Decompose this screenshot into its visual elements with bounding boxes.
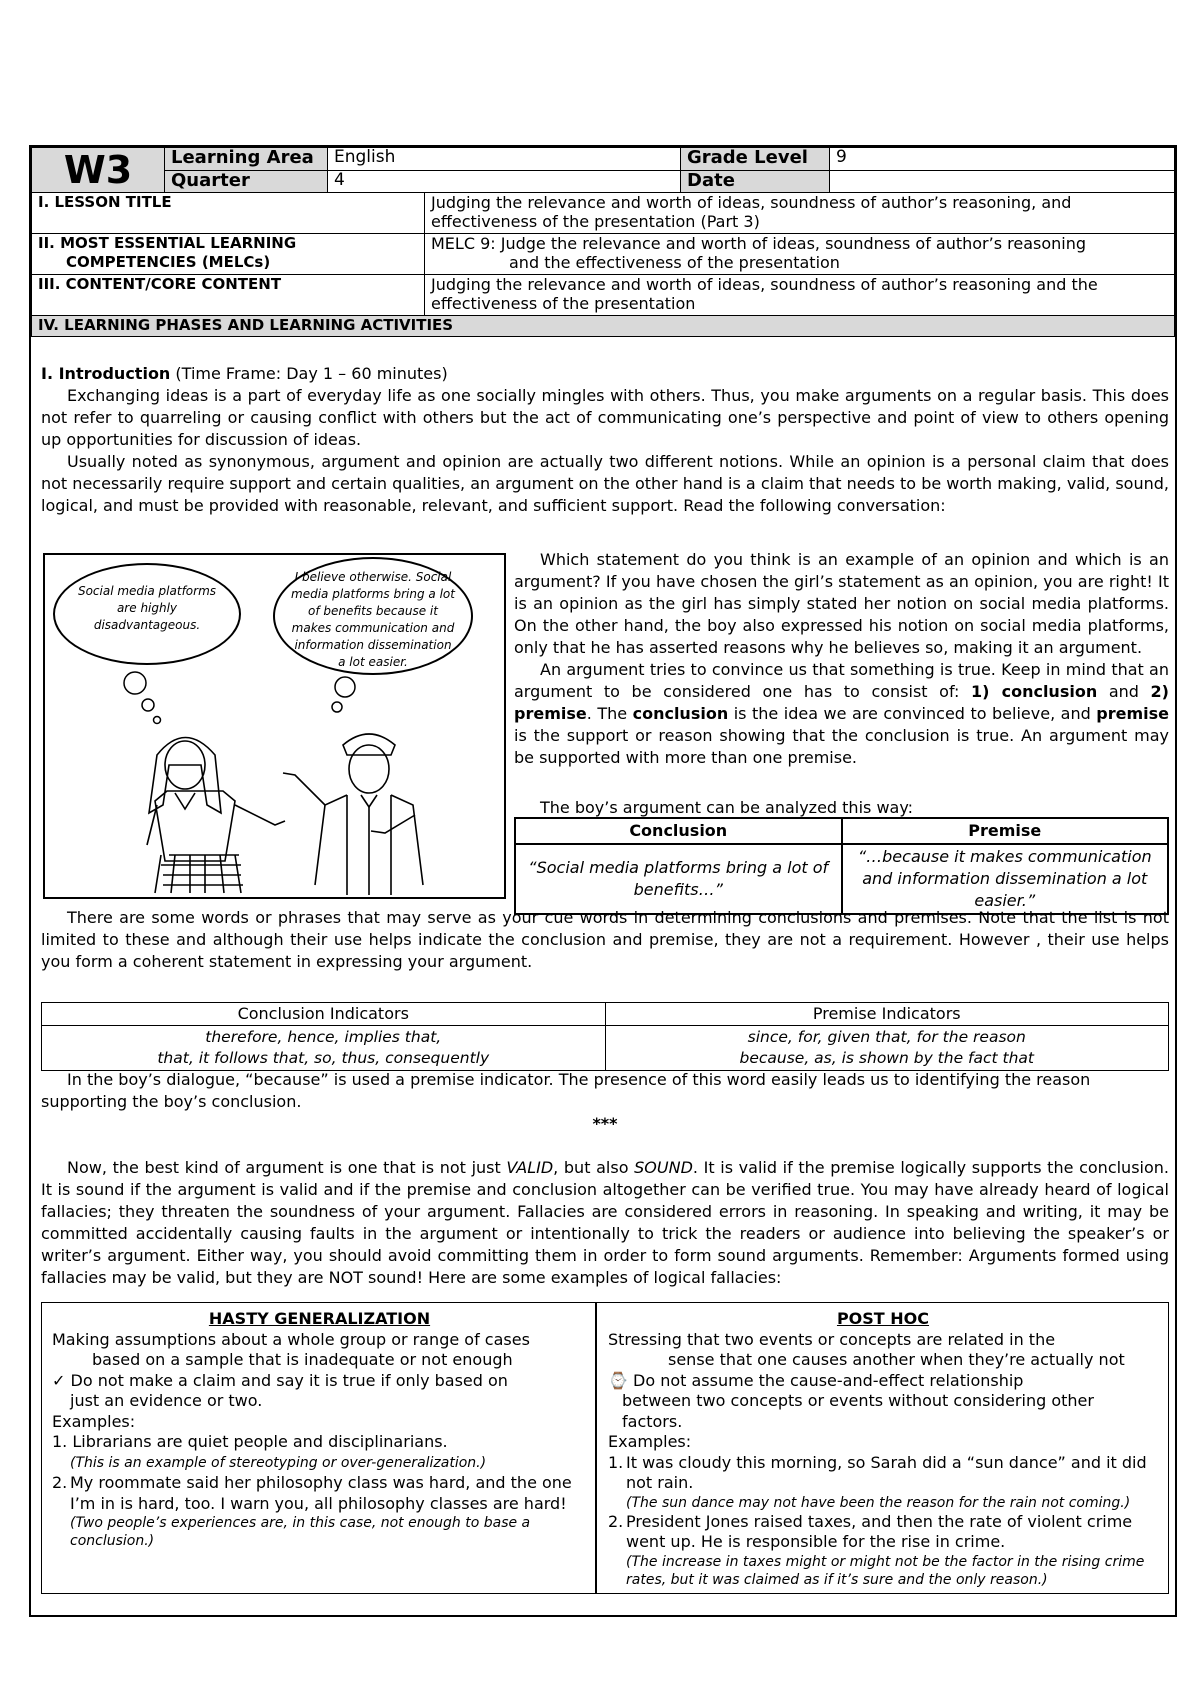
- conclusion-cell: “Social media platforms bring a lot of benefits…”: [515, 844, 842, 914]
- p2-premise-word: premise: [1096, 704, 1169, 723]
- hasty-definition-1: Making assumptions about a whole group or range of cases: [52, 1329, 530, 1349]
- post-hoc-tip-2: between two concepts or events without considering other factors.: [622, 1391, 1094, 1431]
- analysis-text: [514, 549, 1169, 769]
- cue-words-text: [41, 907, 1169, 973]
- melc-value: [425, 234, 1175, 275]
- cue-followup: [41, 1069, 1169, 1135]
- lesson-title-label: I. LESSON TITLE: [32, 193, 425, 234]
- intro-timeframe: (Time Frame: Day 1 – 60 minutes): [170, 364, 448, 383]
- post-hoc-examples-label: Examples:: [608, 1432, 692, 1451]
- valid-word: VALID: [506, 1158, 554, 1177]
- melc-label-line2: COMPETENCIES (MELCs): [66, 253, 271, 271]
- post-hoc-tip: [608, 1371, 1158, 1392]
- premise-indicators-line2: because, as, is shown by the fact that: [739, 1049, 1034, 1067]
- post-hoc-tip-1: Do not assume the cause-and-effect relationship: [633, 1370, 1024, 1390]
- conclusion-header: Conclusion: [515, 818, 842, 844]
- check-icon: ✓: [52, 1370, 66, 1390]
- premise-indicators-line1: since, for, given that, for the reason: [747, 1028, 1026, 1046]
- intro-paragraph-1: Exchanging ideas is a part of everyday life as one socially mingles with others. Thus, you make arguments on a regular basis. This does not refer to quarreling or causing conflict with others but the act of communicating one’s perspective and point of view to others opening up opportunities for discussion of ideas.: [41, 386, 1169, 449]
- melc-label-line1: II. MOST ESSENTIAL LEARNING: [38, 234, 297, 252]
- hasty-tip: [52, 1371, 587, 1392]
- p2-text-i: is the support or reason showing that the conclusion is true. An argument may be supported with more than one premise.: [514, 726, 1169, 767]
- fallacies-box: [41, 1302, 1169, 1594]
- post-hoc-title: POST HOC: [836, 1309, 930, 1328]
- premise-header: Premise: [842, 818, 1169, 844]
- learning-area-value: English: [328, 148, 681, 171]
- indicators-table: [41, 1002, 1169, 1071]
- cue-paragraph-3: supporting the boy’s conclusion.: [41, 1092, 302, 1111]
- date-label: Date: [681, 170, 830, 193]
- cue-paragraph-1: There are some words or phrases that may serve as your cue words in determining conclusions and premises. Note that the list is not limited to these and although their use helps indicate the conclusion and premise, they are not a requirement. However , their use helps you form a coherent statement in expressing your argument.: [41, 908, 1169, 971]
- post-hoc-definition-1: Stressing that two events or concepts are related in the: [608, 1329, 1056, 1349]
- boy-speech-bubble: I believe otherwise. Social media platforms bring a lot of benefits because it makes communication and information dissemination a lot easier.: [273, 557, 473, 675]
- intro-heading: I. Introduction: [41, 364, 171, 383]
- learning-area-label: Learning Area: [165, 148, 328, 171]
- conclusion-indicators-header: Conclusion Indicators: [42, 1003, 606, 1026]
- p2-conclusion-term: 1) conclusion: [971, 682, 1098, 701]
- girl-speech-bubble: Social media platforms are highly disadvantageous.: [53, 563, 241, 665]
- grade-level-value: 9: [830, 148, 1175, 171]
- content-value: Judging the relevance and worth of ideas, soundness of author’s reasoning and the effectiveness of the presentation: [425, 275, 1175, 316]
- p2-text-a: An argument tries to convince us that something is true. Keep in mind that an argument to be considered one has to consist of:: [514, 660, 1169, 701]
- melc-value-line2: and the effectiveness of the presentation: [509, 253, 840, 272]
- phases-label: IV. LEARNING PHASES AND LEARNING ACTIVITIES: [32, 316, 1175, 337]
- post-hoc-example-2-text: President Jones raised taxes, and then the rate of violent crime went up. He is responsible for the rise in crime.: [626, 1511, 1133, 1551]
- lesson-title-value: Judging the relevance and worth of ideas, soundness of author’s reasoning, and effectiveness of the presentation (Part 3): [425, 193, 1175, 234]
- analysis-paragraph-1: Which statement do you think is an example of an opinion and which is an argument? If you have chosen the girl’s statement as an opinion, you are right! It is an opinion as the girl has simply stated her notion on social media platforms. On the other hand, the boy also expressed his notion on social media platforms, only that he has asserted reasons why he believes so, making it an argument.: [514, 550, 1169, 657]
- students-illustration: [45, 555, 504, 895]
- fallacies-divider: [595, 1303, 597, 1593]
- melc-value-line1: MELC 9: Judge the relevance and worth of ideas, soundness of author’s reasoning: [431, 234, 1087, 253]
- p2-conclusion-word: conclusion: [632, 704, 729, 723]
- post-hoc-example-1-text: It was cloudy this morning, so Sarah did a “sun dance” and it did not rain.: [626, 1452, 1147, 1492]
- boy-figure: [283, 734, 423, 895]
- premise-indicators-header: Premise Indicators: [605, 1003, 1169, 1026]
- conclusion-indicators-line2: that, it follows that, so, thus, consequently: [157, 1049, 490, 1067]
- analysis-paragraph-3: The boy’s argument can be analyzed this way:: [540, 798, 914, 817]
- sections-table: [31, 192, 1175, 337]
- p2-text-e: . The: [586, 704, 633, 723]
- header-table: [31, 147, 1175, 193]
- sound-paragraph: [41, 1157, 1169, 1289]
- premise-cell: “…because it makes communication and information dissemination a lot easier.”: [842, 844, 1169, 914]
- intro-heading-line: [41, 363, 1169, 385]
- hasty-title: HASTY GENERALIZATION: [208, 1309, 431, 1328]
- section-separator: ***: [592, 1114, 618, 1133]
- grade-level-label: Grade Level: [681, 148, 830, 171]
- introduction: [41, 363, 1169, 517]
- sound-word: SOUND: [634, 1158, 693, 1177]
- clock-icon: ⌚: [608, 1370, 628, 1390]
- hasty-examples-label: Examples:: [52, 1411, 136, 1431]
- girl-figure: [147, 738, 285, 894]
- conclusion-indicators-line1: therefore, hence, implies that,: [205, 1028, 442, 1046]
- conversation-illustration: [43, 553, 506, 899]
- sound-text-b: , but also: [553, 1158, 635, 1177]
- hasty-example-1-note: (This is an example of stereotyping or over-generalization.): [70, 1454, 487, 1471]
- intro-paragraph-2: Usually noted as synonymous, argument and opinion are actually two different notions. While an opinion is a personal claim that does not necessarily require support and certain qualities, an argument on the other hand is a claim that needs to be worth making, valid, sound, logical, and must be provided with reasonable, relevant, and sufficient support. Read the following conversation:: [41, 452, 1169, 515]
- hasty-tip-2: just an evidence or two.: [70, 1391, 263, 1410]
- post-hoc-example-1: 1. It was cloudy this morning, so Sarah did a “sun dance” and it did not rain.: [608, 1453, 1158, 1494]
- sound-argument-text: [41, 1157, 1169, 1289]
- post-hoc-definition-2: sense that one causes another when they’re actually not: [668, 1350, 1125, 1369]
- sound-text-c: . It is valid if the premise logically supports the conclusion. It is sound if the argument is valid and if the premise and conclusion altogether can be verified true. You may have already heard of logical fallacies; they threaten the soundness of your argument. Fallacies are considered errors in reasoning. In speaking and writing, it may be committed accidentally causing faults in the argument or intentionally to trick the readers or audience into believing the speaker’s or writer’s argument. Either way, you should avoid committing them in order to form sound arguments. Remember: Arguments formed using fallacies may be valid, but they are NOT sound! Here are some examples of logical fallacies:: [41, 1158, 1169, 1287]
- date-value: [830, 170, 1175, 193]
- analysis-paragraph-2: [514, 659, 1169, 769]
- post-hoc-example-2-note: (The increase in taxes might or might not be the factor in the rising crime rates, but it was claimed as if it’s sure and the only reason.): [626, 1553, 1145, 1588]
- hasty-example-2-text: My roommate said her philosophy class was hard, and the one I’m in is hard, too. I warn you, all philosophy classes are hard!: [70, 1473, 572, 1513]
- hasty-definition-2: based on a sample that is inadequate or not enough: [92, 1350, 513, 1369]
- week-label: W3: [32, 148, 165, 193]
- argument-analysis-table: [514, 817, 1169, 915]
- hasty-example-2-note: (Two people’s experiences are, in this case, not enough to base a conclusion.): [70, 1515, 531, 1549]
- hasty-example-1: 1. Librarians are quiet people and disciplinarians.: [52, 1432, 448, 1451]
- hasty-example-2: 2. My roommate said her philosophy class was hard, and the one I’m in is hard, too. I warn you, all philosophy classes are hard!: [52, 1473, 587, 1514]
- cue-paragraph-2: In the boy’s dialogue, “because” is used a premise indicator. The presence of this word easily leads us to identifying the reason: [67, 1070, 1091, 1089]
- p2-text-c: and: [1097, 682, 1151, 701]
- post-hoc-example-2: 2. President Jones raised taxes, and then the rate of violent crime went up. He is responsible for the rise in crime.: [608, 1512, 1158, 1553]
- melc-label: [32, 234, 425, 275]
- hasty-example-1-text: Librarians are quiet people and disciplinarians.: [72, 1432, 448, 1451]
- post-hoc-column: [608, 1309, 1158, 1589]
- p2-text-g: is the idea we are convinced to believe, and: [728, 704, 1097, 723]
- hasty-generalization-column: [52, 1309, 587, 1550]
- content-label: III. CONTENT/CORE CONTENT: [32, 275, 425, 316]
- premise-indicators: [605, 1026, 1169, 1071]
- quarter-label: Quarter: [165, 170, 328, 193]
- lesson-sheet: [29, 145, 1177, 1617]
- p2-premise-term: 2) premise: [514, 682, 1169, 723]
- sound-text-a: Now, the best kind of argument is one that is not just: [67, 1158, 507, 1177]
- hasty-tip-1: Do not make a claim and say it is true if only based on: [70, 1370, 508, 1390]
- conclusion-indicators: [42, 1026, 606, 1071]
- quarter-value: 4: [328, 170, 681, 193]
- post-hoc-example-1-note: (The sun dance may not have been the reason for the rain not coming.): [626, 1494, 1131, 1511]
